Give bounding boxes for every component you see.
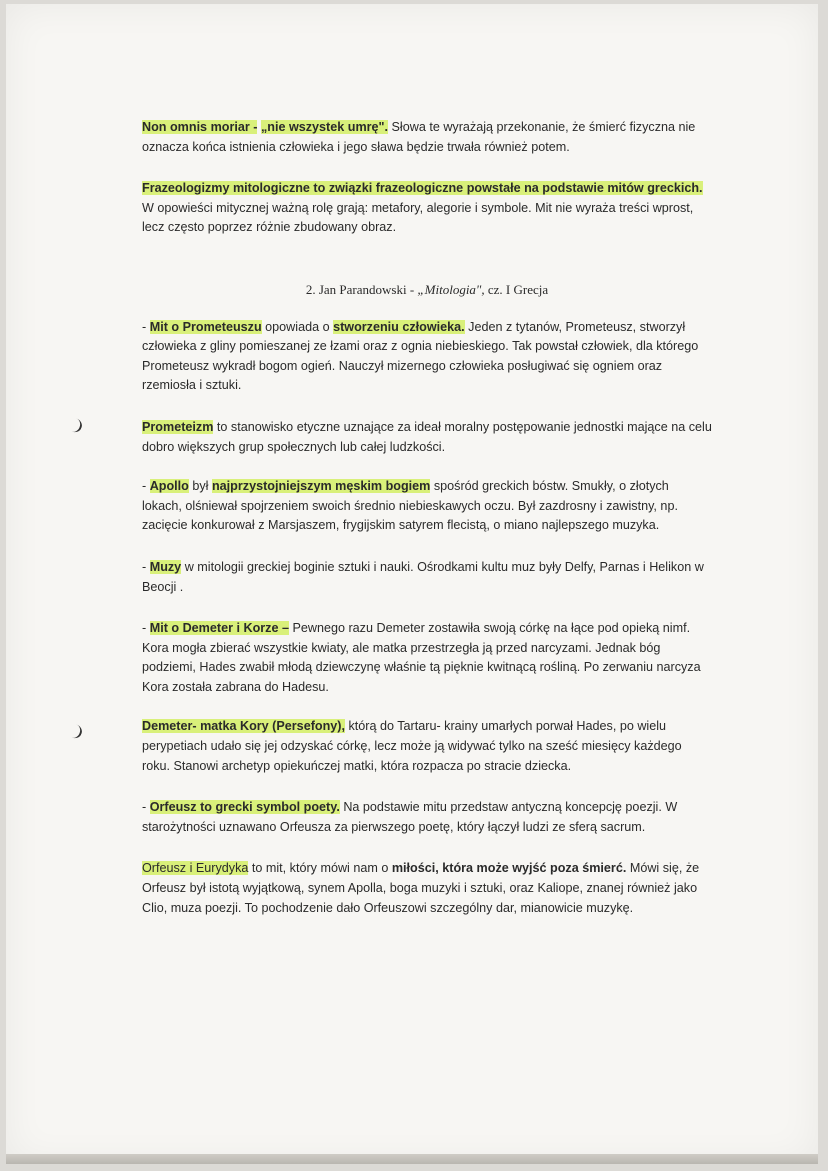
paragraph-text: to stanowisko etyczne uznające za ideał moralny postępowanie jednostki mające na celu dobro większych grup społecznych lub całej ludzkości.: [142, 419, 712, 454]
paragraph-text: W opowieści mitycznej ważną rolę grają: metafory, alegorie i symbole. Mit nie wyraża treści wprost, lecz często poprzez różnie zbudowany obraz.: [142, 200, 694, 235]
term-stworzenie-czlowieka: stworzeniu człowieka.: [333, 319, 465, 334]
term-non-omnis-moriar: Non omnis moriar -: [142, 120, 258, 134]
section-title: „Mitologia",: [417, 281, 485, 297]
paragraph-text: Na podstawie mitu przedstaw antyczną koncepcję poezji. W starożytności uznawano Orfeusza za pierwszego poetę, który łączył ludzi ze sferą sacrum.: [142, 800, 678, 834]
term-demeter-matka: Demeter- matka Kory (Persefony),: [142, 719, 345, 734]
paragraph-frazeologizmy: [142, 179, 712, 238]
term-milosc-poza-smierc: miłości, która może wyjść poza śmierć.: [391, 861, 627, 876]
list-dash: -: [142, 559, 147, 574]
paragraph-text: opowiada o: [265, 319, 330, 334]
binder-hole-mark: [64, 416, 84, 435]
term-orfeusz-symbol: Orfeusz to grecki symbol poety.: [149, 800, 340, 815]
term-muzy: Muzy: [149, 559, 182, 574]
term-mit-o-prometeuszu: Mit o Prometeuszu: [149, 319, 262, 334]
page-bottom-edge: [6, 1154, 818, 1164]
paragraph-text: w mitologii greckiej boginie sztuki i nauki. Ośrodkami kultu muz były Delfy, Parnas i Helikon w Beocji .: [142, 559, 704, 594]
section-heading: [142, 280, 712, 300]
paragraph-text: którą do Tartaru- krainy umarłych porwał Hades, po wielu perypetiach udało się jej odzyskać córkę, lecz może ją widywać tylko na sześć miesięcy każdego roku. Stanowi archetyp opiekuńczej matki, która rozpacza po stracie dziecka.: [142, 719, 682, 773]
section-prefix: 2. Jan Parandowski -: [305, 281, 415, 297]
paragraph-text: spośród greckich bóstw. Smukły, o złotych lokach, olśniewał spojrzeniem swoich średnio niebieskawych oczu. Był zazdrosny i zawistny, np. zacięcie konkurował z Marsjaszem, frygijskim satyrem flecistą, o miano najlepszego muzyka.: [142, 479, 678, 533]
term-orfeusz-i-eurydyka: Orfeusz i Eurydyka: [142, 861, 249, 876]
paragraph-text: Mówi się, że Orfeusz był istotą wyjątkową, synem Apolla, boga muzyki i sztuki, oraz Kaliope, znanej również jako Clio, muza poezji. To pochodzenie dało Orfeuszowi szczególny dar, mianowicie muzykę.: [142, 861, 700, 915]
paragraph-apollo: [142, 477, 712, 536]
term-mit-o-demeter: Mit o Demeter i Korze –: [149, 621, 289, 636]
paragraph-muzy: [142, 558, 712, 597]
section-suffix: cz. I Grecja: [487, 281, 549, 297]
list-dash: -: [142, 319, 147, 334]
paragraph-demeter-kora: [142, 619, 712, 697]
term-frazeologizmy: Frazeologizmy mitologiczne to związki frazeologiczne powstałe na podstawie mitów greckich.: [142, 181, 703, 196]
list-dash: -: [142, 800, 147, 815]
paragraph-non-omnis-moriar: [142, 118, 712, 157]
binder-hole-mark: [64, 722, 84, 741]
term-apollo: Apollo: [149, 479, 189, 494]
term-najprzystojniejszy-bog: najprzystojniejszym męskim bogiem: [211, 479, 431, 494]
paragraph-text: Pewnego razu Demeter zostawiła swoją córkę na łące pod opieką nimf. Kora mogła zbierać wszystkie kwiaty, ale matka przestrzegła ją przed narcyzami. Jednak bóg podziemi, Hades zwabił młodą dziewczynę właśnie tą pięknie kwitnącą rośliną. Po zerwaniu narcyza Kora została zabrana do Hadesu.: [142, 621, 701, 694]
paragraph-orfeusz: [142, 798, 712, 837]
paragraph-prometeizm: [142, 418, 712, 457]
paragraph-text: Jeden z tytanów, Prometeusz, stworzył człowieka z gliny pomieszanej ze łzami oraz z ognia niebieskiego. Tak powstał człowiek, dla którego Prometeusz wykradł bogom ogień. Nauczył mizernego człowieka posługiwać się ogniem oraz rzemiosła i sztuki.: [142, 319, 699, 393]
paragraph-orfeusz-eurydyka: [142, 859, 712, 918]
paragraph-text: Słowa te wyrażają przekonanie, że śmierć fizyczna nie oznacza końca istnienia człowieka i jego sława będzie trwała również potem.: [142, 120, 696, 154]
list-dash: -: [142, 479, 147, 494]
quote-nie-wszystek-umre: „nie wszystek umrę".: [260, 120, 389, 134]
paragraph-text: to mit, który mówi nam o: [251, 861, 389, 876]
paragraph-text: był: [192, 479, 209, 494]
paragraph-prometeusz: [142, 318, 712, 396]
list-dash: -: [142, 621, 147, 636]
paragraph-demeter-matka: [142, 717, 712, 776]
term-prometeizm: Prometeizm: [142, 419, 214, 434]
document-content: [142, 118, 712, 918]
